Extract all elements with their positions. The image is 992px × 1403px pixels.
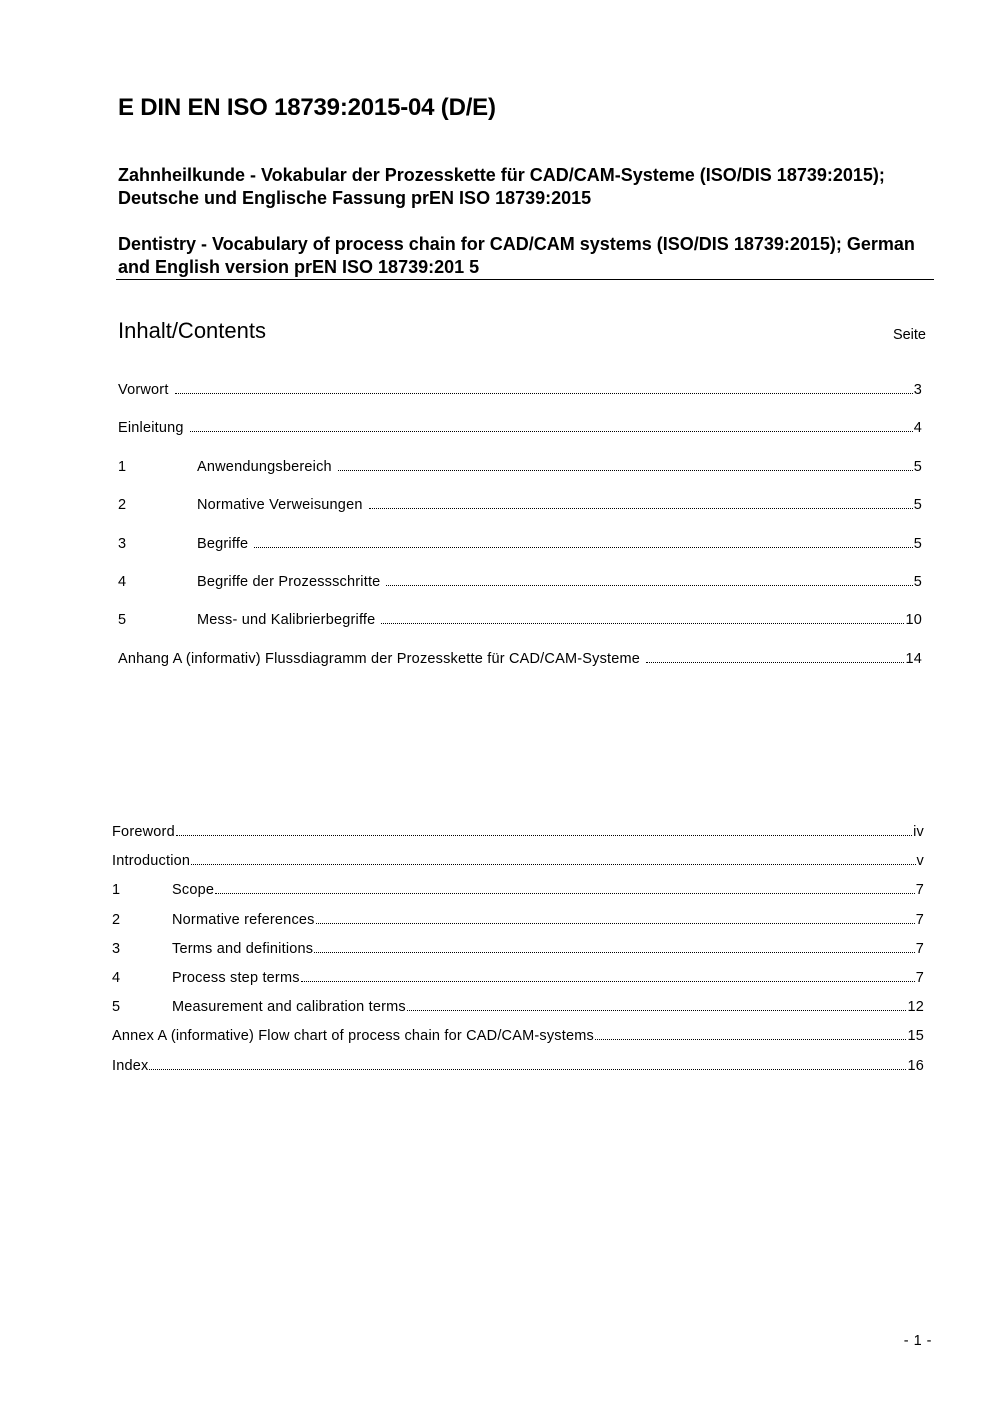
toc-en-entry[interactable] xyxy=(112,941,924,970)
toc-dot-leader xyxy=(149,1069,906,1070)
toc-dot-leader xyxy=(595,1039,906,1040)
toc-entry-number: 2 xyxy=(118,497,127,514)
toc-en-entry[interactable] xyxy=(112,912,924,941)
toc-entry-title: Begriffe xyxy=(197,535,249,552)
toc-entry-number: 1 xyxy=(118,458,127,475)
toc-entry-page: 7 xyxy=(915,911,924,928)
toc-entry-number: 5 xyxy=(118,612,127,629)
toc-entry-title: Einleitung xyxy=(118,420,184,437)
document-id: E DIN EN ISO 18739:2015-04 (D/E) xyxy=(118,94,496,121)
toc-de-entry[interactable] xyxy=(118,651,922,689)
title-german: Zahnheilkunde - Vokabular der Prozesskette für CAD/CAM-Systeme (ISO/DIS 18739:2015); Deutsche und Englische Fassung prEN ISO 18739:2015 xyxy=(118,165,885,208)
toc-entry-title: Process step terms xyxy=(172,969,300,986)
toc-entry-page: 4 xyxy=(913,420,922,437)
toc-entry-page: iv xyxy=(913,824,924,840)
toc-dot-leader xyxy=(646,662,904,663)
toc-entry-title: Index xyxy=(112,1057,149,1074)
toc-en-entry[interactable] xyxy=(112,1058,924,1087)
toc-de-entry[interactable] xyxy=(118,382,922,420)
toc-dot-leader xyxy=(301,981,915,982)
toc-entry-page: 14 xyxy=(905,650,922,667)
toc-de-entry[interactable] xyxy=(118,574,922,612)
toc-dot-leader xyxy=(175,393,913,394)
toc-entry-page: 5 xyxy=(913,497,922,514)
toc-dot-leader xyxy=(369,508,913,509)
toc-entry-page: 7 xyxy=(915,940,924,957)
toc-entry-number: 1 xyxy=(112,882,121,899)
contents-heading: Inhalt/Contents xyxy=(118,318,266,343)
toc-de-entry[interactable] xyxy=(118,612,922,650)
toc-dot-leader xyxy=(407,1010,907,1011)
toc-dot-leader xyxy=(191,864,915,865)
toc-entry-title: Begriffe der Prozessschritte xyxy=(197,573,381,590)
toc-entry-page: 5 xyxy=(913,573,922,590)
toc-entry-number: 5 xyxy=(112,999,121,1016)
toc-entry-title: Normative Verweisungen xyxy=(197,497,363,514)
toc-de-entry[interactable] xyxy=(118,536,922,574)
toc-english xyxy=(112,824,924,1087)
toc-entry-title: Normative references xyxy=(172,911,315,928)
toc-entry-page: 5 xyxy=(913,458,922,475)
toc-de-entry[interactable] xyxy=(118,420,922,458)
toc-dot-leader xyxy=(386,585,912,586)
toc-entry-page: 12 xyxy=(907,999,924,1016)
toc-entry-number: 2 xyxy=(112,911,121,928)
toc-de-entry[interactable] xyxy=(118,497,922,535)
toc-en-entry[interactable] xyxy=(112,970,924,999)
toc-entry-title: Terms and definitions xyxy=(172,940,314,957)
toc-entry-number: 3 xyxy=(118,535,127,552)
toc-entry-title: Annex A (informative) Flow chart of process chain for CAD/CAM-systems xyxy=(112,1028,594,1045)
toc-dot-leader xyxy=(316,923,915,924)
toc-en-entry[interactable] xyxy=(112,824,924,853)
toc-entry-page: 3 xyxy=(913,382,922,398)
toc-entry-page: v xyxy=(916,853,924,870)
toc-dot-leader xyxy=(176,835,912,836)
toc-en-entry[interactable] xyxy=(112,999,924,1028)
toc-entry-title: Scope xyxy=(172,882,215,899)
toc-entry-page: 5 xyxy=(913,535,922,552)
toc-entry-title: Introduction xyxy=(112,853,191,870)
toc-entry-title: Anhang A (informativ) Flussdiagramm der Prozesskette für CAD/CAM-Systeme xyxy=(118,650,641,667)
toc-entry-page: 16 xyxy=(907,1057,924,1074)
toc-en-entry[interactable] xyxy=(112,853,924,882)
toc-dot-leader xyxy=(190,431,913,432)
title-english: Dentistry - Vocabulary of process chain for CAD/CAM systems (ISO/DIS 18739:2015); German and English version prEN ISO 18739:201 5 xyxy=(118,234,915,277)
toc-dot-leader xyxy=(314,952,915,953)
toc-entry-title: Measurement and calibration terms xyxy=(172,999,406,1016)
toc-dot-leader xyxy=(254,547,912,548)
toc-entry-page: 15 xyxy=(907,1028,924,1045)
toc-dot-leader xyxy=(215,893,915,894)
toc-entry-page: 7 xyxy=(915,969,924,986)
toc-entry-title: Anwendungsbereich xyxy=(197,458,332,475)
page-column-label: Seite xyxy=(892,327,926,343)
toc-entry-page: 10 xyxy=(905,612,922,629)
toc-entry-title: Vorwort xyxy=(118,382,169,398)
header-divider xyxy=(116,279,934,280)
toc-entry-title: Mess- und Kalibrierbegriffe xyxy=(197,612,376,629)
toc-dot-leader xyxy=(381,623,904,624)
toc-entry-number: 4 xyxy=(118,573,127,590)
page-number: - 1 - xyxy=(903,1333,932,1349)
toc-en-entry[interactable] xyxy=(112,882,924,911)
toc-entry-number: 4 xyxy=(112,969,121,986)
toc-entry-page: 7 xyxy=(915,882,924,899)
toc-en-entry[interactable] xyxy=(112,1028,924,1057)
toc-entry-number: 3 xyxy=(112,940,121,957)
toc-german xyxy=(118,382,922,689)
toc-dot-leader xyxy=(338,470,913,471)
toc-entry-title: Foreword xyxy=(112,824,175,840)
toc-de-entry[interactable] xyxy=(118,459,922,497)
